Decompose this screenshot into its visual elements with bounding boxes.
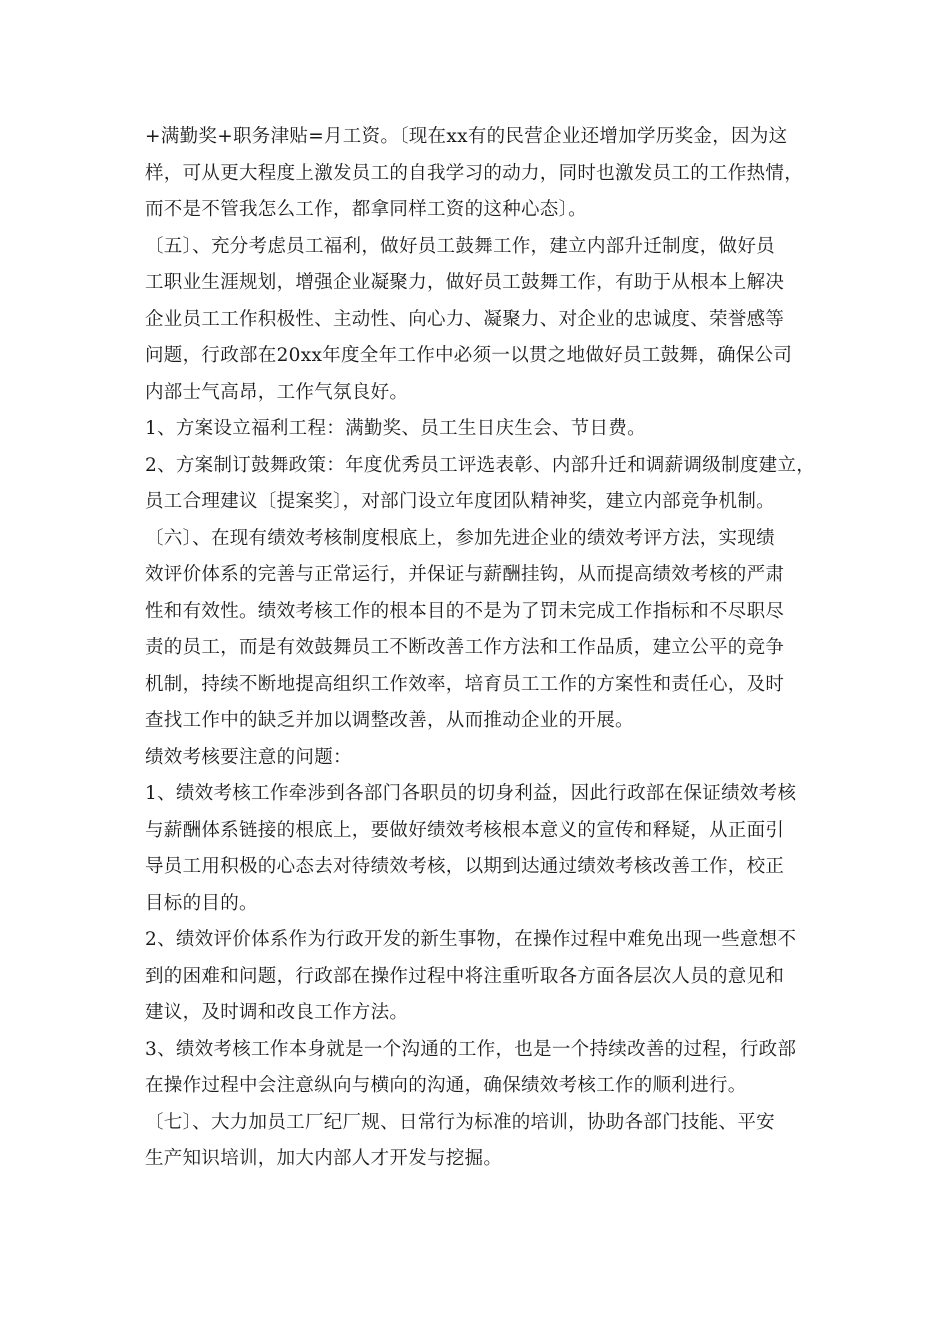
text-line: 而不是不管我怎么工作，都拿同样工资的这种心态〕。 bbox=[145, 199, 587, 220]
text-line: 〔六〕、在现有绩效考核制度根底上，参加先进企业的绩效考评方法，实现绩 bbox=[145, 527, 775, 549]
text-line: 2、绩效评价体系作为行政开发的新生事物，在操作过程中难免出现一些意想不 bbox=[145, 929, 797, 950]
text-line: 2、方案制订鼓舞政策：年度优秀员工评选表彰、内部升迁和调薪调级制度建立， bbox=[145, 454, 816, 476]
text-line: 内部士气高昂，工作气氛良好。 bbox=[145, 381, 409, 403]
text-line: +满勤奖+职务津贴=月工资。〔现在xx有的民营企业还增加学历奖金，因为这 bbox=[145, 126, 788, 147]
document-body bbox=[145, 119, 845, 1178]
text-line: 效评价体系的完善与正常运行，并保证与薪酬挂钩，从而提高绩效考核的严肃 bbox=[145, 564, 785, 585]
text-line: 绩效考核要注意的问题： bbox=[145, 746, 352, 768]
text-line: 〔七〕、大力加员工厂纪厂规、日常行为标准的培训，协助各部门技能、平安 bbox=[145, 1111, 775, 1133]
text-line: 员工合理建议〔提案奖〕，对部门设立年度团队精神奖，建立内部竞争机制。 bbox=[145, 491, 775, 512]
text-line: 与薪酬体系链接的根底上，要做好绩效考核根本意义的宣传和释疑，从正面引 bbox=[145, 819, 785, 841]
text-line: 查找工作中的缺乏并加以调整改善，从而推动企业的开展。 bbox=[145, 710, 634, 731]
text-line: 企业员工工作积极性、主动性、向心力、凝聚力、对企业的忠诚度、荣誉感等 bbox=[145, 308, 785, 330]
text-line: 生产知识培训，加大内部人才开发与挖掘。 bbox=[145, 1148, 503, 1169]
text-line: 建议，及时调和改良工作方法。 bbox=[145, 1002, 409, 1023]
text-line: 1、方案设立福利工程：满勤奖、员工生日庆生会、节日费。 bbox=[145, 418, 646, 439]
text-line: 1、绩效考核工作牵涉到各部门各职员的切身利益，因此行政部在保证绩效考核 bbox=[145, 783, 797, 804]
text-line: 责的员工，而是有效鼓舞员工不断改善工作方法和工作品质，建立公平的竞争 bbox=[145, 637, 785, 658]
text-line: 目标的目的。 bbox=[145, 892, 258, 914]
text-line: 工职业生涯规划，增强企业凝聚力，做好员工鼓舞工作，有助于从根本上解决 bbox=[145, 272, 785, 293]
text-line: 机制，持续不断地提高组织工作效率，培育员工工作的方案性和责任心，及时 bbox=[145, 673, 785, 695]
text-line: 性和有效性。绩效考核工作的根本目的不是为了罚未完成工作指标和不尽职尽 bbox=[145, 600, 785, 622]
text-line: 到的困难和问题，行政部在操作过程中将注重听取各方面各层次人员的意见和 bbox=[145, 965, 785, 987]
text-line: 样，可从更大程度上激发员工的自我学习的动力，同时也激发员工的工作热情， bbox=[145, 162, 804, 184]
text-line: 问题，行政部在20xx年度全年工作中必须一以贯之地做好员工鼓舞，确保公司 bbox=[145, 345, 793, 366]
text-line: 〔五〕、充分考虑员工福利，做好员工鼓舞工作，建立内部升迁制度，做好员 bbox=[145, 235, 775, 257]
text-line: 3、绩效考核工作本身就是一个沟通的工作，也是一个持续改善的过程，行政部 bbox=[145, 1038, 797, 1060]
text-line: 在操作过程中会注意纵向与横向的沟通，确保绩效考核工作的顺利进行。 bbox=[145, 1075, 747, 1096]
text-line: 导员工用积极的心态去对待绩效考核，以期到达通过绩效考核改善工作，校正 bbox=[145, 856, 785, 877]
